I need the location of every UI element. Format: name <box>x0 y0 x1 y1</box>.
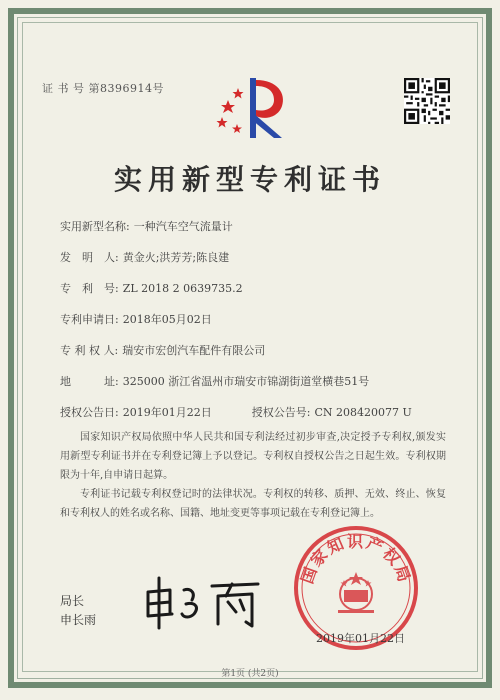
grant-statement <box>60 428 446 523</box>
field-value: 2019年01月22日 <box>122 406 212 419</box>
patent-office-logo-icon <box>212 72 292 144</box>
field-value: 瑞安市宏创汽车配件有限公司 <box>122 344 266 357</box>
handwritten-signature-icon <box>140 572 270 632</box>
patent-holder-row <box>60 342 265 358</box>
signatory-name: 申长雨 <box>60 613 97 627</box>
field-value: 325000 浙江省温州市瑞安市锦湖街道堂横巷51号 <box>122 375 370 388</box>
address-row <box>60 373 369 389</box>
field-label: 发 明 人: <box>60 251 119 264</box>
field-value: 一种汽车空气流量计 <box>133 220 233 233</box>
grant-row <box>60 404 412 420</box>
statement-paragraph: 专利证书记载专利权登记时的法律状况。专利权的转移、质押、无效、终止、恢复和专利权人的姓名或名称、国籍、地址变更等事项记载在专利登记簿上。 <box>60 489 446 519</box>
seal-date: 2019年01月22日 <box>316 632 405 645</box>
qr-code-icon <box>404 78 450 124</box>
field-label: 授权公告号: <box>251 406 311 419</box>
field-value: 2018年05月02日 <box>122 313 212 326</box>
signatory-title: 局长 <box>60 594 85 608</box>
page-number: 第1页 (共2页) <box>221 669 279 679</box>
field-value: CN 208420077 U <box>314 406 412 419</box>
field-value: ZL 2018 2 0639735.2 <box>122 282 243 295</box>
field-label: 实用新型名称: <box>60 220 130 233</box>
certificate-number: 证 书 号 第8396914号 <box>42 82 164 95</box>
utility-model-name-row <box>60 218 233 234</box>
statement-paragraph: 国家知识产权局依照中华人民共和国专利法经过初步审查,决定授予专利权,颁发实用新型专利证书并在专利登记簿上予以登记。专利权自授权公告之日起生效。专利权期限为十年,自申请日起算。 <box>60 432 446 481</box>
field-label: 专 利 权 人: <box>60 344 119 357</box>
field-label: 专 利 号: <box>60 282 119 295</box>
field-label: 专利申请日: <box>60 313 119 326</box>
field-value: 黄金火;洪芳芳;陈良建 <box>122 251 230 264</box>
field-label: 地 址: <box>60 375 119 388</box>
certificate-title: 实用新型专利证书 <box>113 163 386 196</box>
inventor-row <box>60 249 229 265</box>
filing-date-row <box>60 311 212 327</box>
seal-text: 国家知识产权局 <box>297 531 415 587</box>
field-label: 授权公告日: <box>60 406 119 419</box>
patent-number-row <box>60 280 243 296</box>
